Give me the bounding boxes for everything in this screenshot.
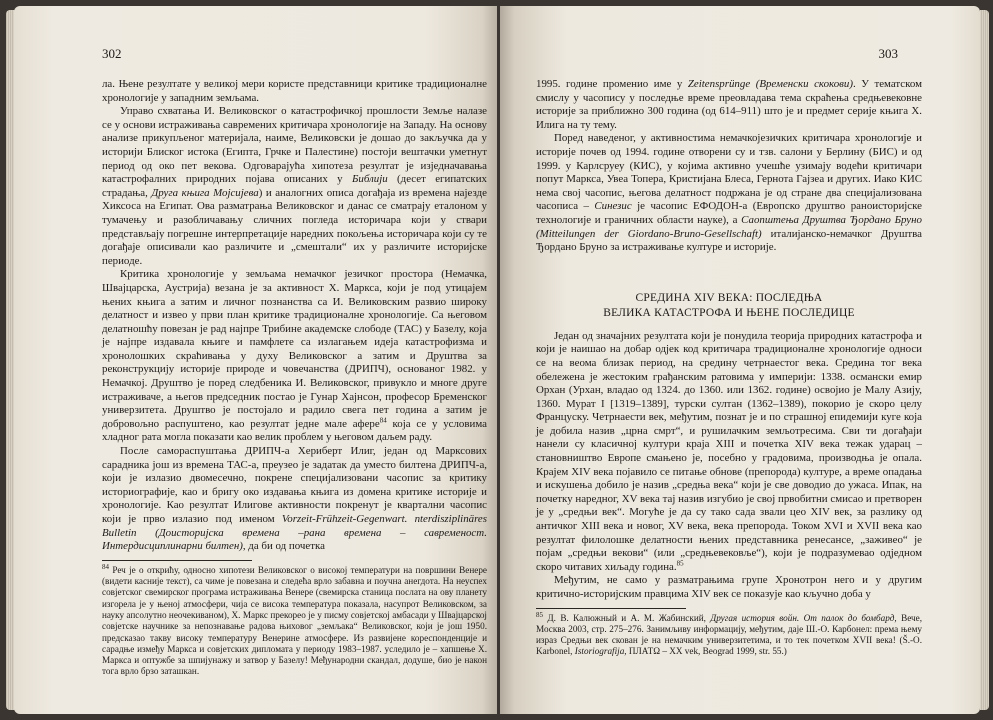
right-page-body [536,78,922,658]
paragraph: Међутим, не само у разматрањима групе Хронотрон него и у другим критично-историјским правцима XIV век се показује као кључно доба у [536,574,922,600]
footnote-85: $^{85}$ Д. В. Калюжный и А. М. Жабинский, Другая история войн. От палок до бомбард, Вече, Москва 2003, стр. 275–276. Занимљиву информацију, међутим, даје Ш.-О. Карбонел: према њему израз Средњи век скован је на немачким универзитетима, и то тек почетком XVII века! (Š.-O. Karbonel, Istoriografija, ПЛАТΩ – XX vek, Beograd 1999, str. 55.) [536,610,923,657]
right-page-edge [980,10,989,710]
paragraph: Управо схватања И. Великовског о катастрофичкој прошлости Земље налазе се у основи истраживања савремених критичара хронологије на Западу. На основу анализе прикупљеног материјала, наиме, Великовски је дошао до закључка да у историји Блиског истока (Египта, Грчке и Палестине) постоји вештачки уметнут период од око пет векова. Одговарајућа хипотеза резултат је изједначавања катастрофалних природних појава описаних у Библији (десет египатских страдања, Друга књига Мојсијева) и аналогних описа догађаја из времена најезде Хиксоса на Египат. Ова разматрања Великовског и данас се сматрају еталоном у тумачењу и разобличавању сличних погледа историчара који у ствари представљају погрешне интерпретације наредних покољења историчара који су те догађаје описивали као различите и „смештали“ их у различите историјске периоде. [102,105,487,267]
paragraph: ла. Њене резултате у великој мери користе представници критике традиционалне хронологије у западним земљама. [102,78,487,104]
right-page [500,6,980,714]
paragraph: Поред наведеног, у активностима немачкојезичких критичара хронологије и историје почев од 1994. године отворени су и тзв. салони у Берлину (БИС) и од 1999. у Карлсруеу (КИС), у којима активно учешће узимају водећи критичари попут Маркса, Увеа Топера, Кристијана Блеса, Гернота Гајзеа и других. Иако КИС нема свој часопис, његова делатност подржана је од стране два специјализована часописа – Синезис је часопис ЕФОДОН-а (Европско друштво раноисторијске технологије и граничних области науке), а Саопштења Друштва Ђордано Бруно (Mitteilungen der Giordano-Bruno-Gesellschaft) италијанско-немачког Друштва Ђордано Бруно за истраживање културе и историје. [536,132,922,254]
emphasis: Друга књига Мојсијева [151,186,259,199]
journal-title: Vorzeit-Frühzeit-Gegenwart. nterdisziplinäres Bulletin [102,513,487,539]
footnote-ref: 84 [379,416,387,425]
paragraph: Критика хронологије у земљама немачког језичког простора (Немачка, Швајцарска, Аустрија) везана је за активност Х. Маркса, који је под утицајем њених књига а затим и личног познанства са И. Великовским развио широку делатност и извео у први план критике традиционалне хронологије. Са његовом делатношћу повезан је рад најпре Трибине академске слободе (ТАС) у Базелу, која је најпре издавала књиге и памфлете са излагањем идеја катастрофизма и хронолошких скраћивања у духу Великовског а затим и Друштва за реконструкцију историје природе и човечанства (ДРИПЧ), основаног 1982. у Немачкој. Друштво је поред следбеника И. Великовског, привукло и многе друге истраживаче, а његов председник постао је Гунар Хајнсон, професор Бременског универзитета. Друштво је постојало и радило свега пет година а затим је добровољно распуштено, као резултат једне мале афере$^{84}$ која се у условима хладног рата могла показати као велик проблем у његовом даљем раду. [102,268,487,444]
section-heading: СРЕДИНА XIV ВЕКА: ПОСЛЕДЊА ВЕЛИКА КАТАСТРОФА И ЊЕНЕ ПОСЛЕДИЦЕ [603,291,855,319]
paragraph: 1995. године променио име у Zeitensprünge (Временски скокови). У тематском смислу у часопису у последње време преовладава тема скраћења средњевековне историје за приближно 300 година (од 614–911) што је и предмет серије књига Х. Илига на ту тему. [536,78,923,131]
journal-translation: (Доисторијска времена –рана времена – савременост. Интердисциплинарни билтен) [102,526,487,553]
page-number-left: 302 [102,46,122,61]
paragraph: Један од значајних резултата који је понудила теорија природних катастрофа и који је наишао на добар одјек код критичара традиционалне хронологије односи се на веома близак период, на средину четрнаестог века. Средина тог века обележена је жестоким грађанским ратовима у империји: 1338. османски емир Орхан (Урхан, владао од 1324. до 1360. или 1362. године) освојио је Малу Азију, 1360. Мурат I [1319–1389], турски султан (1362–1389), покорио је скоро целу Француску. Четрнаести век, међутим, познат је и по страшној епидемији куге која је добила назив „црна смрт“, и рушилачким земљотресима. Сви ти догађаји нанели су класичној култури краја XIII и почетка XIV века тежак ударац – становништво Европе смањено је, посебно у градовима, производња је опала. Крајем XIV века појавило се питање обнове (препорода) културе, а време опадања и искушења добило је назив „средња века“ који је све доводио до ужаса. Ипак, на почетку наредног, XV века тај назив изгубио је свој првобитни смисао и претворен је у „средњи век“. Могуће је да су тако сада звали цео XIV век, за разлику од античког XIII века и новог, XV века, века препорода. Током XVI и XVII века као резултат филолошке делатности њених представника ренесансе, „заживео“ је појам „средњи векови“ (или „средњевековље“), који је подразумевао одједном скоро читавих хиљаду година.$^{85}$ [536,329,922,573]
left-page [14,6,497,714]
page-number-right: 303 [878,46,898,61]
footnote-divider [102,560,252,561]
emphasis: Библији [351,173,388,186]
footnote-divider [536,608,686,609]
footnote-84: $^{84}$ Реч је о открићу, односно хипотези Великовског о високој температури на површини Венере (видети касније текст), са чиме је повезана и следећа врло забавна и поучна анегдота. На неуспех совјетског свемирског програма истраживања Венере (свемирска станица послата на ову планету изгорела је у њеној атмосфери, чија се висока температура показала, насупрот Великовском, за науку апсолутно неочекиваном), Х. Маркс прекорео је у писму совјетској амбасади у Швајцарској совјетске научнике за непознавање радова њиховог „земљака“ Великовског, који је још 1950. предсказао такву високу температуру Венерине атмосфере. Из развијене кореспонденције и сарадње између Маркса и совјетских дипломата у периоду 1983–1987. уследило је – хапшење Х. Маркса и оптужбе за шпијунажу и затвор у Базелу! Међународни скандал, додуше, био је након тога врло брзо заташкан. [102,562,488,677]
paragraph: После самораспуштања ДРИПЧ-а Хериберт Илиг, један од Марксових сарадника још из времена ТАС-а, преузео је задатак да уместо билтена ДРИПЧ-а, који је излазио двомесечно, покрене специјализовани часопис за критику историографије, као и бригу око издавања књига из домена критике историје и хронологије. Као резултат Илигове активности покренут је квартални часопис који је прво излазио под именом Vorzeit-Frühzeit-Gegenwart. nterdisziplinäres Bulletin (Доисторијска времена –рана времена – савременост. Интердисциплинарни билтен), да би од почетка [102,445,487,553]
left-page-body [102,78,487,678]
footnote-ref: 85 [676,559,684,568]
